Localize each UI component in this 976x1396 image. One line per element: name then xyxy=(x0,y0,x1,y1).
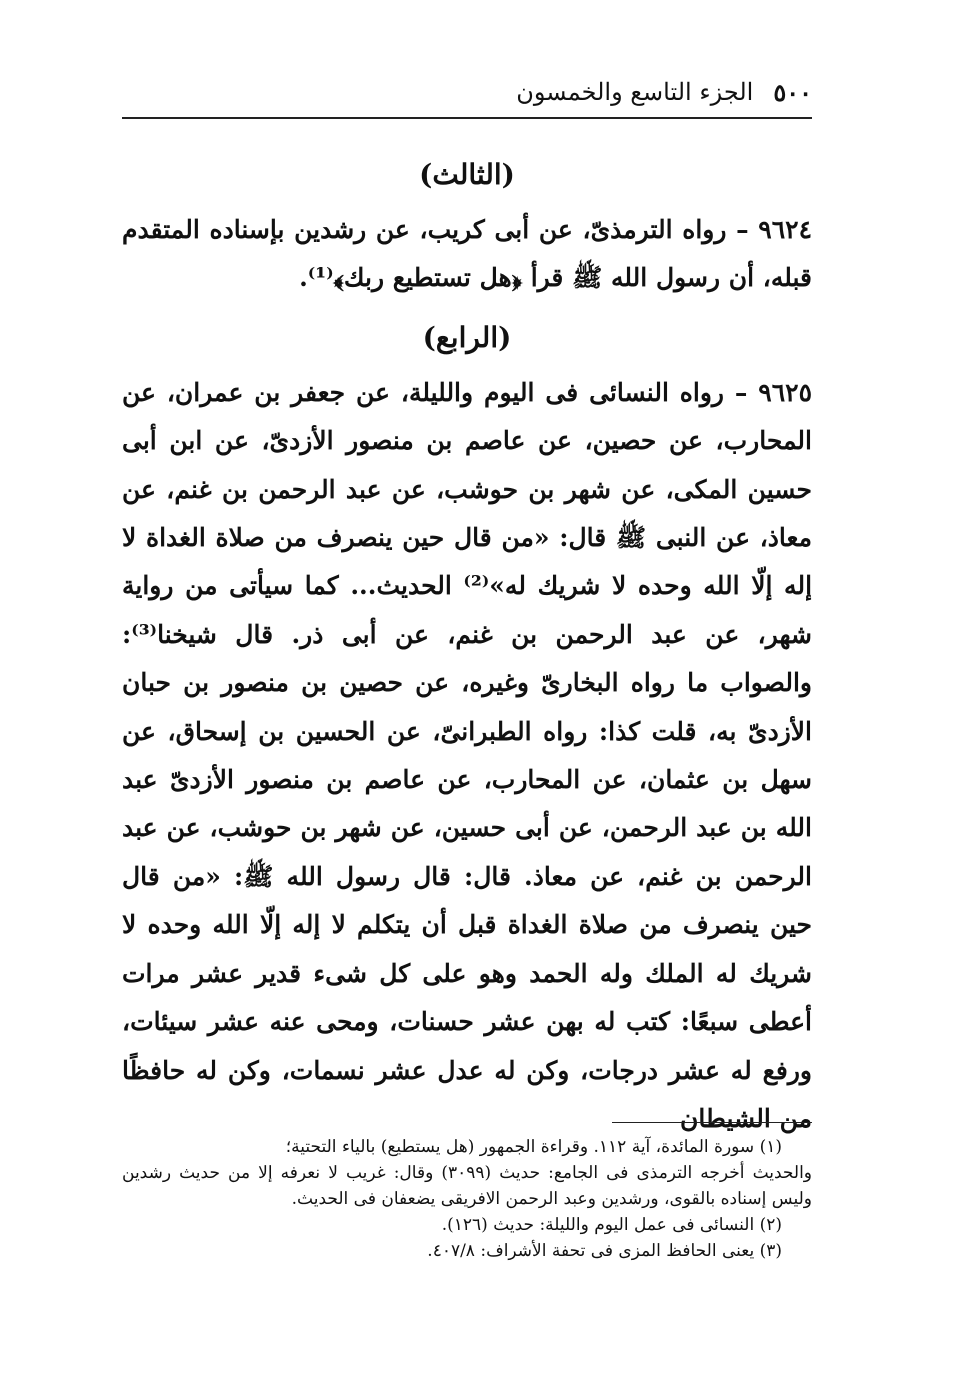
running-title: الجزء التاسع والخمسون xyxy=(516,78,754,106)
running-header xyxy=(122,74,812,110)
footnotes xyxy=(122,1134,812,1264)
footnote-3: (٣) يعنى الحافظ المزى فى تحفة الأشراف: ٤٠٧/٨. xyxy=(427,1241,782,1261)
footnote-1: (١) سورة المائدة، آية ١١٢. وقراءة الجمهور (هل يستطيع) بالياء التحتية؛ xyxy=(285,1137,782,1157)
page-number: ٥٠٠ xyxy=(773,77,812,107)
main-text xyxy=(122,152,812,1143)
hadith-9624: ٩٦٢٤ – رواه الترمذىّ، عن أبى كريب، عن رشدين بإسناده المتقدم قبله، أن رسول الله ﷺ قرأ ﴿هل تستطيع ربك﴾⁽¹⁾. xyxy=(122,215,812,293)
footnote-rule xyxy=(612,1122,812,1123)
hadith-9625: ٩٦٢٥ – رواه النسائى فى اليوم والليلة، عن جعفر بن عمران، عن المحارب، عن حصين، عن عاصم بن منصور الأزدىّ، عن ابن أبى حسين المكى، عن شهر بن حوشب، عن عبد الرحمن بن غنم، عن معاذ، عن النبى ﷺ قال: «من قال حين ينصرف من صلاة الغداة لا إله إلّا الله وحده لا شريك له»⁽²⁾ الحديث... كما سيأتى من رواية شهر، عن عبد الرحمن بن غنم، عن أبى ذر. قال شيخنا⁽³⁾: والصواب ما رواه البخارىّ وغيره، عن حصين بن منصور بن حبان الأزدىّ به، قلت كذا: رواه الطبرانىّ، عن الحسين بن إسحاق، عن سهل بن عثمان، عن المحارب، عن عاصم بن منصور الأزدىّ عبد الله بن عبد الرحمن، عن أبى حسين، عن شهر بن حوشب، عن عبد الرحمن بن غنم، عن معاذ. قال: قال رسول الله ﷺ: «من قال حين ينصرف من صلاة الغداة قبل أن يتكلم لا إله إلّا الله وحده لا شريك له الملك وله الحمد وهو على كل شىء قدير عشر مرات أعطى سبعًا: كتب له بهن عشر حسنات، ومحى عنه عشر سيئات، ورفع له عشر درجات، وكن له عدل عشر نسمات، وكن له حافظًا من الشيطان xyxy=(122,377,813,1133)
footnote-1-continued: والحديث أخرجه الترمذى فى الجامع: حديث (٣٠٩٩) وقال: غريب لا نعرفه إلا من حديث رشدين وليس إسناده بالقوى، ورشدين وعبد الرحمن الافريقى يضعفان فى الحديث. xyxy=(122,1163,813,1209)
footnote-2: (٢) النسائى فى عمل اليوم والليلة: حديث (١٢٦). xyxy=(441,1215,782,1235)
section-heading-fourth: (الرابع) xyxy=(422,320,512,354)
header-rule xyxy=(122,117,812,119)
section-heading-third: (الثالث) xyxy=(419,158,515,191)
